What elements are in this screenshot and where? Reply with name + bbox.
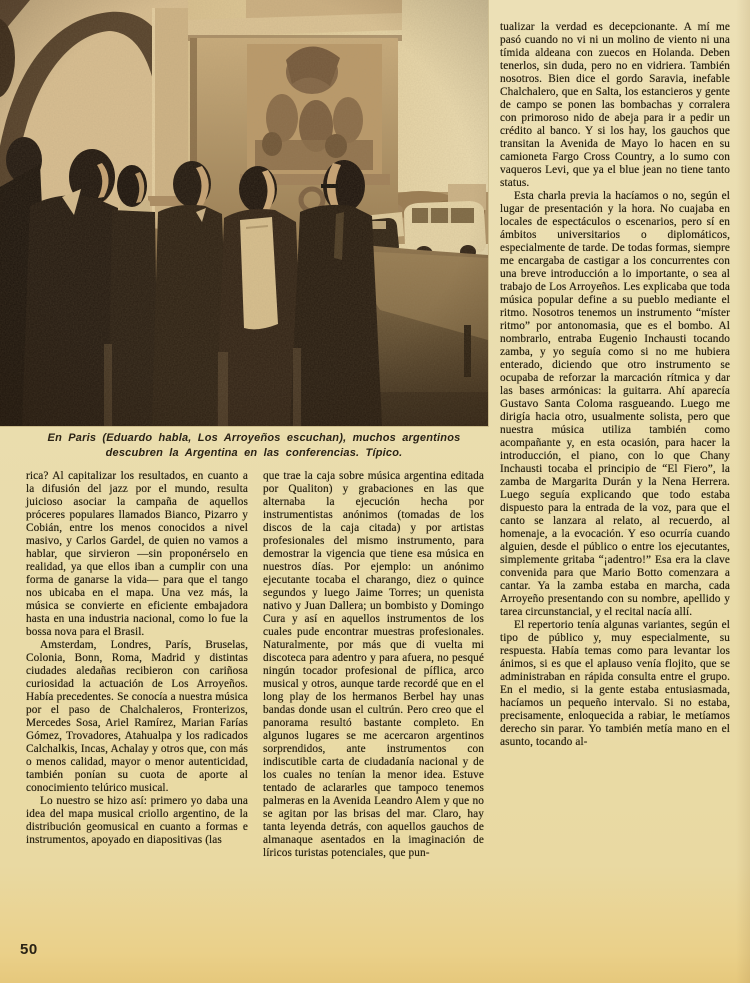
- text-column-left: [26, 470, 248, 847]
- vignette-overlay: [0, 0, 488, 426]
- paragraph: Lo nuestro se hizo así: primero yo daba una idea del mapa musical criollo argentino, de la distribución geomusical en cuanto a formas e instrumentos, apoyado en diapositivas (las: [26, 795, 248, 846]
- page-number: 50: [20, 941, 38, 958]
- text-column-middle: [263, 470, 484, 860]
- paragraph: Esta charla previa la hacíamos o no, según el lugar de presentación y la hora. No cuajaba en locales de espectáculos o escenarios, pero sí en ámbitos universitarios o diplomáticos, especialmente de tarde. De todas formas, siempre me encargaba de castigar a los concurrentes con una breve introducción a lo importante, o sea al trabajo de Los Arroyeños. Les explicaba que toda música popular define a su pueblo mediante el ritmo. Nosotros tenemos un instrumento “míster ritmo” por antonomasia, que es el bombo. Al nombrarlo, entraba Eugenio Inchausti tocando zamba, y yo seguía como si no me hubiera enterado, diciendo que otro instrumento se ocupaba de reforzar la marcación rítmica y dar las bases armónicas: la guitarra. Ahí aparecía Gustavo Santa Coloma rasgueando. Luego me dirigía hacia otro, usualmente solista, pero que nuestra música utiliza también como acompañante y, en esta ocasión, para hacer la introducción, el piano, con lo que Chany Inchausti tocaba el principio de “El Fiero”, la zamba de Margarita Durán y la Nena Herrera. Luego seguía explicando que todo estaba dispuesto para la entrada de la voz, para que el canto se lanzara al relato, al recuerdo, al homenaje, a la evocación. Y eso ocurría cuando alguien, desde el público o entre los ejecutantes, simplemente gritaba “¡adentro!” Esa era la clave convenida para que Mario Botto comenzara a cantar. Ya la zamba estaba en marcha, cada Arroyeño presentando con su nombre, apellido y tarea circunstancial, y el recital nacía allí.: [500, 190, 730, 618]
- paragraph: tualizar la verdad es decepcionante. A mí me pasó cuando no vi ni un molino de viento ni una tímida aldeana con zuecos en Holanda. Deben tenerlos, sin duda, pero no en vidriera. También nosotros. Bien dice el gordo Saravia, inefable Chalchalero, que en Salta, los estancieros y gente de campo se ponen las bombachas y corralera con primoroso nido de abeja para ir a pedir un crédito al banco. Y si los hay, los gauchos que transitan la Avenida de Mayo lo hacen en su camioneta Fargo Cross Country, a lo sumo con vaqueros Levi, que ya el blue jean no tiene tanto status.: [500, 21, 730, 189]
- photo-illustration: [0, 0, 488, 426]
- paragraph: Amsterdam, Londres, París, Bruselas, Colonia, Bonn, Roma, Madrid y distintas ciudades aledañas recibieron con cariñosa curiosidad la actuación de Los Arroyeños. Había precedentes. Se conocía a nuestra música por el paso de Chalchaleros, Fronterizos, Mercedes Sosa, Ariel Ramírez, Marian Farías Gómez, Trovadores, Atahualpa y los radicados Calchalkis, Incas, Achalay y otros que, con más o menos calidad, mayor o menor autenticidad, también ponían su cuota de aporte al conocimiento telúrico musical.: [26, 639, 248, 794]
- photo-caption: En Paris (Eduardo habla, Los Arroyeños escuchan), muchos argentinos descubren la Argentina en las conferencias. Típico.: [47, 432, 461, 459]
- photo: [0, 0, 488, 426]
- text-column-right: [500, 21, 730, 749]
- paragraph: El repertorio tenía algunas variantes, según el tipo de público y, muy especialmente, su respuesta. Había temas como para levantar los ánimos, si es que el aplauso venía flojito, que se administraban en rápida consulta entre el grupo. En el medio, si la gente estaba entusiasmada, hacíamos un pequeño intervalo. Si no estaba, precisamente, enloquecida a rabiar, le metíamos derecho sin parar. Yo también metía mano en el asunto, tocando al-: [500, 619, 730, 748]
- paragraph: que trae la caja sobre música argentina editada por Qualiton) y grabaciones en las que alternaba la ejecución hecha por instrumentistas anónimos (tomadas de los discos de la caja citada) y por artistas profesionales del mismo instrumento, para demostrar la vigencia que tiene esa música en nuestros días. Por ejemplo: un anónimo ejecutante tocaba el charango, diez o quince segundos y luego Jaime Torres; un quenista nativo y Juan Dallera; un bombisto y Domingo Cura y así en aquellos instrumentos de los cuales pude encontrar muestras profesionales. Naturalmente, por más que di vuelta mi discoteca para adentro y para afuera, no pesqué ningún tocador profesional de píflica, arco musical y otros, aunque tarde recordé que en el long play de los hermanos Berbel hay unas bandas donde usan el cultrún. Pero creo que el panorama resultó bastante completo. En algunos lugares se me acercaron argentinos sorprendidos, ante instrumentos con indiscutible carta de ciudadanía nacional y de los cuales no tenían la menor idea. Estuve tentado de aclararles que tampoco tenemos palmeras en la Avenida Leandro Alem y que no se agitan por las brisas del mar. Claro, hay tanta leyenda detrás, con aquellos gauchos de almanaque asentados en la imaginación de líricos turistas potenciales, que pun-: [263, 470, 484, 859]
- paragraph: rica? Al capitalizar los resultados, en cuanto a la difusión del jazz por el mundo, resulta juicioso asociar la campaña de aquellos próceres populares llamados Bianco, Pizarro y Cobián, entre los menos conocidos a nivel masivo, y Carlos Gardel, de quien no vamos a hablar, que sirvieron —sin proponérselo en realidad, ya que ellos iban a cumplir con una forma de ganarse la vida— para que el tango nos ubicaba en el mapa. Una vez más, la música se convierte en eficiente embajadora hasta en una industria nacional, como lo fue la bossa nova para el Brasil.: [26, 470, 248, 638]
